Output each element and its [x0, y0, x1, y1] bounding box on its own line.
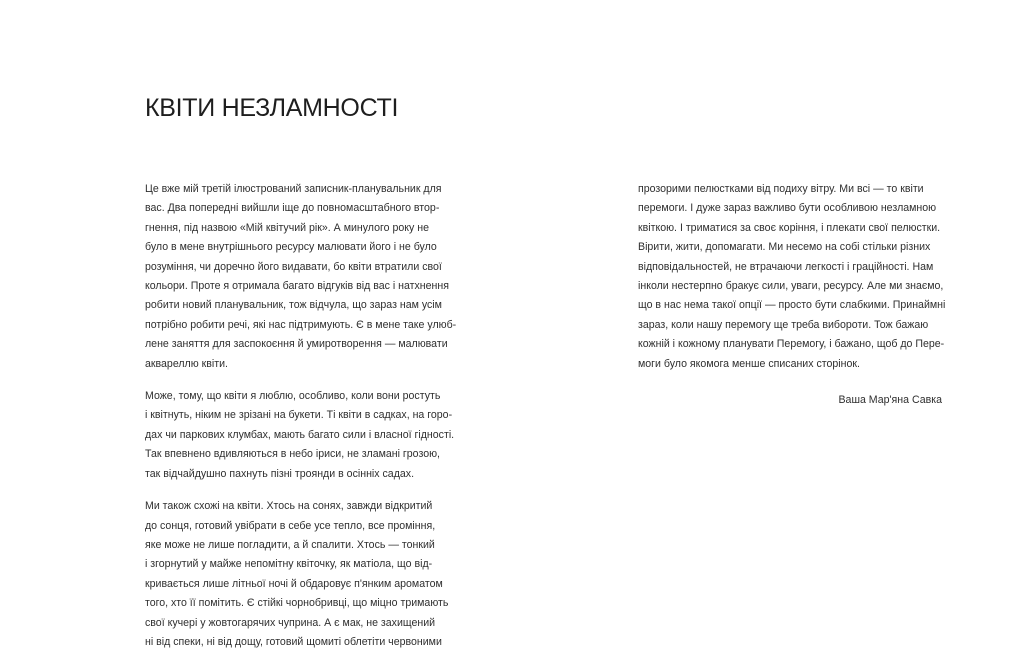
text-line: того, хто її помітить. Є стійкі чорнобривці, що міцно тримають	[145, 597, 449, 610]
text-line: прозорими пелюстками від подиху вітру. Ми всі — то квіти	[638, 183, 924, 195]
paragraph-2	[145, 387, 465, 484]
text-line: було в мене внутрішнього ресурсу малювати його і не було	[145, 241, 437, 254]
text-line: дах чи паркових клумбах, мають багато сили і власної гідності.	[145, 428, 455, 441]
text-line: Може, тому, що квіти я люблю, особливо, коли вони ростуть	[145, 390, 441, 403]
text-line: потрібно робити речі, які нас підтримують. Є в мене таке улюб-	[145, 318, 457, 331]
text-line: кольори. Проте я отримала багато відгуків від вас і натхнення	[145, 280, 449, 293]
text-line: вас. Два попередні вийшли іще до повномасштабного втор-	[145, 202, 440, 215]
text-line: гнення, під назвою «Мій квітучий рік». А минулого року не	[145, 221, 429, 234]
text-line: Вірити, жити, допомагати. Ми несемо на собі стільки різних	[638, 241, 931, 254]
text-line: розуміння, чи доречно його видавати, бо квіти втратили свої	[145, 260, 442, 273]
text-line: Ми також схожі на квіти. Хтось на сонях, завжди відкритий	[145, 500, 433, 513]
text-line: кривається лише літньої ночі й обдаровує п'янким ароматом	[145, 577, 443, 590]
left-text-column	[145, 180, 465, 665]
text-line: аквареллю квіти.	[145, 357, 228, 370]
text-line: моги було якомога менше списаних сторінок.	[638, 357, 860, 370]
paragraph-3	[145, 497, 465, 652]
text-line: перемоги. І дуже зараз важливо бути особливою незламною	[638, 202, 937, 215]
text-line: лене заняття для заспокоєння й умиротворення — малювати	[145, 338, 448, 351]
author-signature: Ваша Мар'яна Савка	[838, 394, 942, 406]
paragraph-1	[145, 180, 465, 374]
text-line: кожній і кожному планувати Перемогу, і бажано, щоб до Пере-	[638, 338, 945, 351]
text-line: зараз, коли нашу перемогу ще треба вибороти. Тож бажаю	[638, 318, 929, 331]
text-line: так відчайдушно пахнуть пізні троянди в осінніх садах.	[145, 467, 415, 480]
text-line: ні від спеки, ні від дощу, готовий щомиті облетіти червоними	[145, 635, 442, 648]
text-line: що в нас нема такої опції — просто бути слабкими. Принаймні	[638, 299, 946, 312]
text-line: відповідальностей, не втрачаючи легкості і граційності. Нам	[638, 260, 934, 273]
text-line: інколи нестерпно бракує сили, уваги, ресурсу. Але ми знаємо,	[638, 280, 944, 293]
text-line: і квітнуть, ніким не зрізані на букети. Ті квіти в садках, на горо-	[145, 409, 453, 422]
page-title: КВІТИ НЕЗЛАМНОСТІ	[145, 94, 399, 122]
text-line: до сонця, готовий увібрати в себе усе тепло, все проміння,	[145, 519, 436, 532]
text-line: Це вже мій третій ілюстрований записник-планувальник для	[145, 183, 442, 195]
right-text-column	[638, 180, 948, 387]
text-line: робити новий планувальник, тож відчула, що зараз нам усім	[145, 299, 442, 312]
text-line: квіткою. І триматися за своє коріння, і плекати свої пелюстки.	[638, 221, 941, 234]
text-line: і згорнутий у майже непомітну квіточку, як матіола, що від-	[145, 558, 433, 571]
text-line: Так впевнено вдивляються в небо іриси, не зламані грозою,	[145, 448, 440, 461]
text-line: яке може не лише погладити, а й спалити. Хтось — тонкий	[145, 538, 435, 551]
paragraph-4	[638, 180, 948, 374]
text-line: свої кучері у жовтогарячих чуприна. А є мак, не захищений	[145, 616, 436, 629]
